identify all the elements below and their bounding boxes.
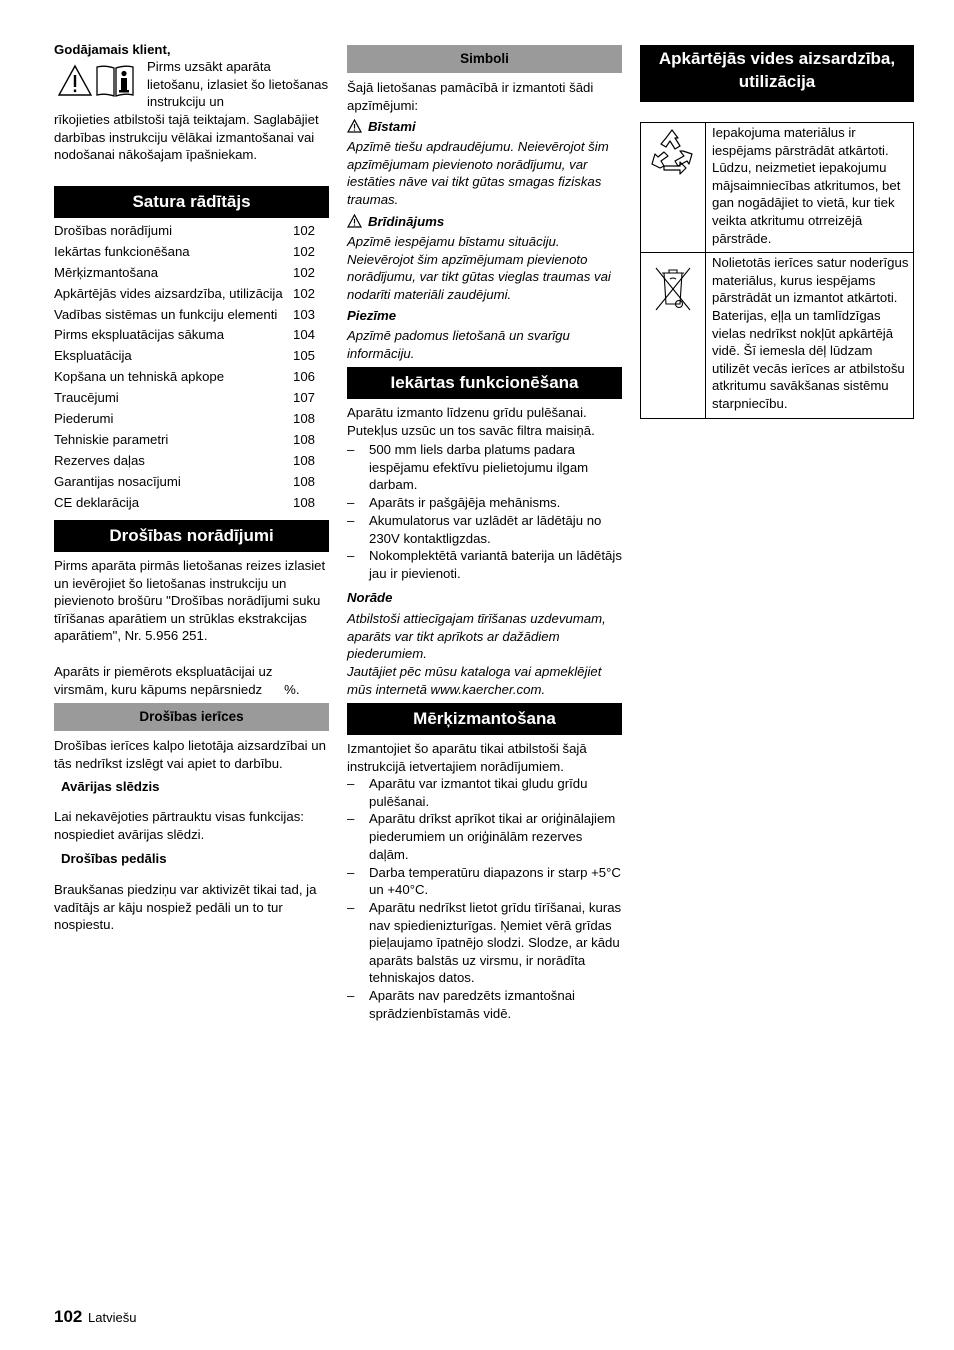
toc-entry-title: Drošības norādījumi (54, 223, 173, 238)
purpose-list-item: – Aparātu drīkst aprīkot tikai ar oriģinālajiem piederumiem un oriģinālām rezerves daļām. (347, 810, 622, 863)
recycle-icon (642, 124, 702, 190)
toc-entry-page: 108 (293, 431, 316, 447)
footer-language: Latviešu (88, 1310, 137, 1325)
greeting: Godājamais klient, (54, 42, 171, 57)
danger-label: Bīstami (368, 119, 416, 134)
safety-heading: Drošības norādījumi (54, 520, 329, 552)
toc-entry-title: Garantijas nosacījumi (54, 473, 181, 489)
toc-entry[interactable] (54, 263, 329, 284)
note-label: Piezīme (347, 308, 397, 323)
toc-entry[interactable] (54, 430, 329, 451)
recycle-row (641, 123, 914, 253)
emergency-switch-text: Lai nekavējoties pārtrauktu visas funkcijas: nospiediet avārijas slēdzi. (54, 809, 304, 842)
toc-entry-title: Apkārtējās vides aizsardzība, utilizācija (54, 285, 283, 301)
toc-entry[interactable] (54, 388, 329, 409)
function-note-text1: Atbilstoši attiecīgajam tīrīšanas uzdevumam, aparāts var tikt aprīkots ar dažādiem piederumiem. (347, 611, 606, 662)
danger-triangle-icon (347, 119, 362, 133)
toc-entry-page: 107 (293, 390, 316, 406)
toc-entry-page: 105 (293, 348, 316, 364)
function-list-item: – Akumulatorus var uzlādēt ar lādētāju no 230V kontaktligzdas. (347, 512, 622, 547)
toc-entry-title: Piederumi (54, 411, 114, 427)
toc-entry-page: 106 (293, 369, 316, 385)
toc-entry[interactable] (54, 305, 329, 326)
toc-entry-title: Pirms ekspluatācijas sākuma (54, 327, 225, 343)
warning-triangle-small-icon (347, 214, 362, 228)
toc-entry[interactable] (54, 325, 329, 346)
purpose-list-item: – Aparātu var izmantot tikai gludu grīdu pulēšanai. (347, 775, 622, 810)
toc-entry[interactable] (54, 221, 329, 242)
safety-pedal-heading: Drošības pedālis (61, 851, 167, 866)
symbols-intro: Šajā lietošanas pamācībā ir izmantoti šādi apzīmējumi: (347, 80, 594, 113)
table-of-contents (54, 221, 329, 513)
toc-entry[interactable] (54, 451, 329, 472)
safety-intro: Pirms aparāta pirmās lietošanas reizes izlasiet un ievērojiet šo lietošanas instrukciju un pievienoto brošūru "Drošības norādījumi suku tīrīšanas aparātiem un strūklas ekstrakcijas aparātiem", Nr. 5.956 251. (54, 558, 326, 644)
purpose-list-item: – Darba temperatūru diapazons ir starp +5°C un +40°C. (347, 864, 622, 899)
toc-entry-page: 102 (293, 243, 316, 259)
toc-entry[interactable] (54, 472, 329, 493)
toc-entry-page: 102 (293, 264, 316, 280)
weee-text: Nolietotās ierīces satur noderīgus materiālus, kurus iespējams pārstrādāt un izmantot atkārtoti. Baterijas, eļļa un tamlīdzīgas vielas nedrīkst nokļūt apkārtējā vidē. Šī iemesla dēļ lūdzam utilizēt vecās ierīces ar atbilstošu atkritumu savākšanas sistēmu starpniecību. (706, 253, 914, 418)
purpose-list (347, 775, 622, 1023)
weee-row (641, 253, 914, 418)
danger-text: Apzīmē tiešu apdraudējumu. Neievērojot šim apzīmējumam pievienoto norādījumu, var iestāties nāve vai tikt gūtas smagas fiziskas traumas. (347, 139, 609, 207)
toc-entry-title: Traucējumi (54, 390, 119, 406)
purpose-list-item: – Aparātu nedrīkst lietot grīdu tīrīšanai, kuras nav spiedienizturīgas. Ņemiet vērā grīdas pieļaujamo īpatnējo slodzi. Slodze, ar kādu aparāts balstās uz virsmu, ir norādīta tehniskajos datos. (347, 899, 622, 987)
purpose-list-item: – Aparāts nav paredzēts izmantošnai sprādzienbīstamās vidē. (347, 987, 622, 1022)
purpose-heading: Mērķizmantošana (347, 703, 622, 735)
warning-label: Brīdinājums (368, 214, 445, 229)
page-footer (54, 1308, 136, 1327)
toc-entry-title: Vadības sistēmas un funkciju elementi (54, 306, 278, 322)
page-number: 102 (54, 1307, 83, 1326)
toc-entry[interactable] (54, 242, 329, 263)
recycle-text: Iepakojuma materiālus ir iespējams pārstrādāt atkārtoti. Lūdzu, neizmetiet iepakojumu mājsaimniecības atkritumos, bet gan nogādājiet to vietā, kur tiek veikta atkritumu otrreizējā pārstrāde. (706, 123, 914, 253)
danger-label-row (347, 118, 622, 136)
emergency-switch-heading: Avārijas slēdzis (61, 779, 160, 794)
warning-label-row (347, 213, 622, 231)
intro-text: rīkojieties atbilstoši tajā teiktajam. Saglabājiet darbības instrukciju vēlākai izmantošanai vai nodošanai nākošajam īpašniekam. (54, 112, 319, 163)
symbols-heading: Simboli (347, 45, 622, 73)
toc-entry[interactable] (54, 493, 329, 514)
toc-entry[interactable] (54, 409, 329, 430)
warning-text: Apzīmē iespējamu bīstamu situāciju. Neievērojot šim apzīmējumam pievienoto norādījumu, var tikt gūtas vieglas traumas vai nodarīti materiāli zaudējumi. (347, 234, 611, 302)
toc-entry-page: 102 (293, 285, 316, 301)
toc-entry[interactable] (54, 284, 329, 305)
intro-text-right: Pirms uzsākt aparāta lietošanu, izlasiet šo lietošanas instrukciju un (147, 59, 329, 110)
environment-heading: Apkārtējās vides aizsardzība, utilizācija (640, 45, 914, 102)
toc-entry-title: Ekspluatācija (54, 348, 132, 364)
weee-icon-cell (641, 253, 706, 418)
toc-entry-title: Kopšana un tehniskā apkope (54, 369, 225, 385)
function-intro: Aparātu izmanto līdzenu grīdu pulēšanai. Putekļus uzsūc un tos savāc filtra maisiņā. (347, 405, 595, 438)
toc-entry-title: Tehniskie parametri (54, 431, 169, 447)
toc-entry-page: 102 (293, 223, 316, 238)
manual-info-icon (95, 64, 135, 98)
intro-icons (57, 64, 135, 98)
crossed-bin-icon (642, 254, 702, 326)
purpose-intro: Izmantojiet šo aparātu tikai atbilstoši šajā instrukcijā ietvertajiem norādījumiem. (347, 741, 587, 774)
safety-pedal-text: Braukšanas piedziņu var aktivizēt tikai tad, ja vadītājs ar kāju nospiež pedāli un to tur nospiestu. (54, 882, 317, 933)
recycle-icon-cell (641, 123, 706, 253)
function-note-text2: Jautājiet pēc mūsu kataloga vai apmeklējiet mūs internetā www.kaercher.com. (347, 664, 602, 697)
toc-entry-page: 108 (293, 494, 316, 510)
function-list-item: – 500 mm liels darba platums padara iespējamu efektīvu pielietojumu ilgam darbam. (347, 441, 622, 494)
toc-entry-title: Iekārtas funkcionēšana (54, 243, 190, 259)
toc-entry-title: CE deklarācija (54, 494, 140, 510)
toc-entry-page: 108 (293, 411, 316, 427)
note-text: Apzīmē padomus lietošanā un svarīgu informāciju. (347, 328, 570, 361)
toc-entry-page: 108 (293, 473, 316, 489)
toc-entry-title: Rezerves daļas (54, 452, 145, 468)
environment-table (640, 122, 914, 419)
safety-devices-heading: Drošības ierīces (54, 703, 329, 731)
function-note-label: Norāde (347, 590, 393, 605)
toc-entry-title: Mērķizmantošana (54, 264, 159, 280)
toc-entry-page: 104 (293, 327, 316, 343)
function-heading: Iekārtas funkcionēšana (347, 367, 622, 399)
toc-entry[interactable] (54, 346, 329, 367)
function-list (347, 441, 622, 583)
toc-entry-page: 103 (293, 306, 316, 322)
warning-triangle-icon (57, 64, 93, 98)
toc-entry-page: 108 (293, 452, 316, 468)
safety-slope: Aparāts ir piemērots ekspluatācijai uz virsmām, kuru kāpums nepārsniedz %. (54, 664, 300, 697)
function-list-item: – Nokomplektētā variantā baterija un lādētājs jau ir pievienoti. (347, 547, 622, 582)
toc-heading: Satura rādītājs (54, 186, 329, 218)
toc-entry[interactable] (54, 367, 329, 388)
function-list-item: – Aparāts ir pašgājēja mehānisms. (347, 494, 622, 512)
safety-devices-text: Drošības ierīces kalpo lietotāja aizsardzībai un tās nedrīkst izslēgt vai apiet to darbību. (54, 738, 326, 771)
